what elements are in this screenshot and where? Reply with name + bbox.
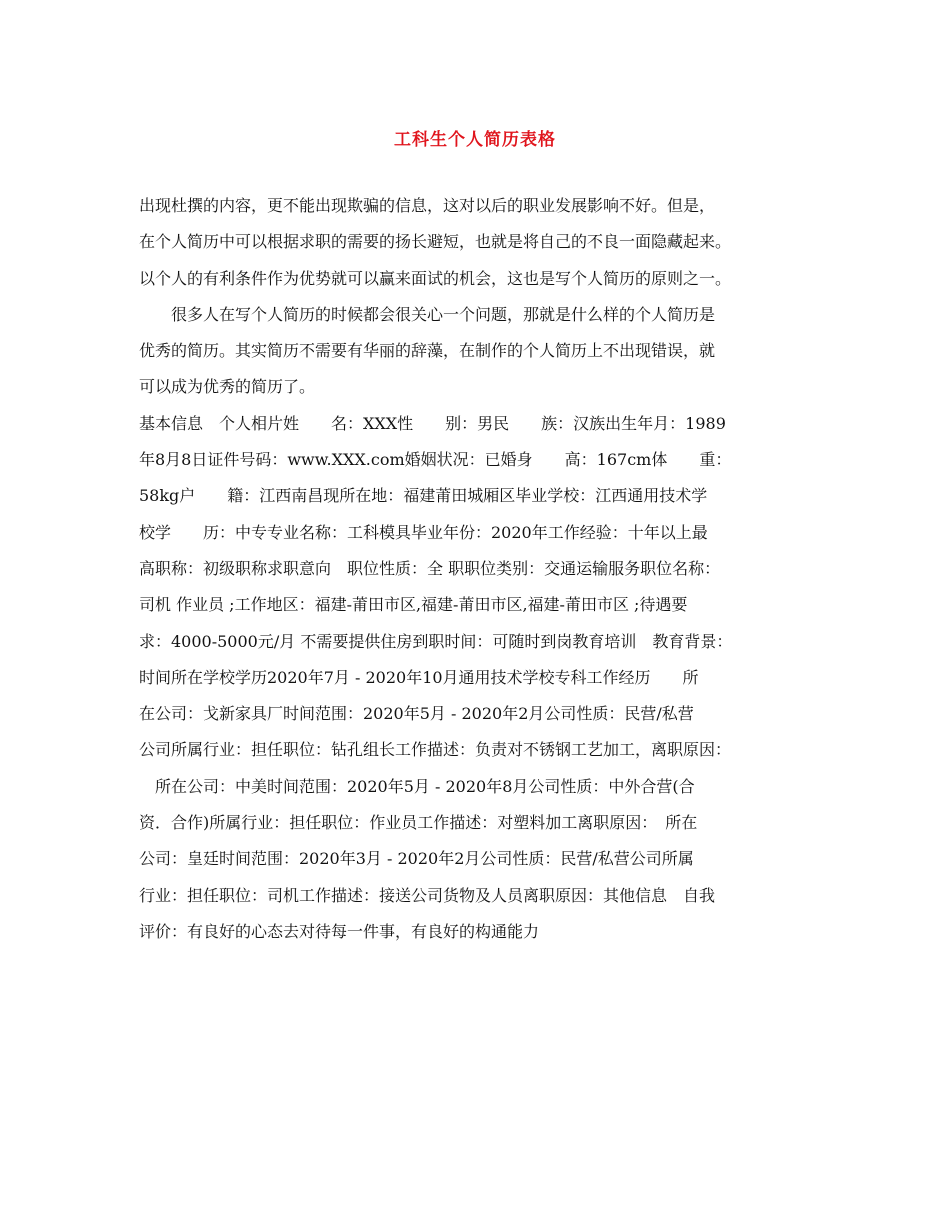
body-line: 58kg户 籍：江西南昌现所在地：福建莆田城厢区毕业学校：江西通用技术学 xyxy=(139,486,708,506)
body-line: 所在公司：中美时间范围：2020年5月 - 2020年8月公司性质：中外合营(合 xyxy=(139,776,695,796)
body-line: 很多人在写个人简历的时候都会很关心一个问题，那就是什么样的个人简历是 xyxy=(139,304,716,324)
body-line: 以个人的有利条件作为优势就可以赢来面试的机会，这也是写个人简历的原则之一。 xyxy=(139,268,732,288)
document-title: 工科生个人简历表格 xyxy=(394,130,556,150)
body-line: 在个人简历中可以根据求职的需要的扬长避短，也就是将自己的不良一面隐藏起来。 xyxy=(139,232,732,252)
body-line: 资．合作)所属行业：担任职位：作业员工作描述：对塑料加工离职原因： 所在 xyxy=(139,813,698,833)
body-line: 在公司：戈新家具厂时间范围：2020年5月 - 2020年2月公司性质：民营/私营 xyxy=(139,704,694,724)
body-line: 出现杜撰的内容，更不能出现欺骗的信息，这对以后的职业发展影响不好。但是， xyxy=(139,196,716,215)
body-line: 公司：皇廷时间范围：2020年3月 - 2020年2月公司性质：民营/私营公司所属 xyxy=(139,849,694,869)
body-line: 求：4000-5000元/月 不需要提供住房到职时间：可随时到岗教育培训 教育背景： xyxy=(139,631,733,651)
body-line: 校学 历：中专专业名称：工科模具毕业年份：2020年工作经验：十年以上最 xyxy=(139,522,708,542)
body-line: 可以成为优秀的简历了。 xyxy=(139,377,316,397)
body-line: 基本信息 个人相片姓 名：XXX性 别：男民 族：汉族出生年月：1989 xyxy=(139,413,726,433)
body-line: 行业：担任职位：司机工作描述：接送公司货物及人员离职原因：其他信息 自我 xyxy=(139,885,716,905)
body-line: 司机 作业员 ;工作地区：福建-莆田市区,福建-莆田市区,福建-莆田市区 ;待遇要 xyxy=(139,595,688,615)
body-line: 公司所属行业：担任职位：钻孔组长工作描述：负责对不锈钢工艺加工，离职原因： xyxy=(139,740,732,760)
body-line: 高职称：初级职称求职意向 职位性质：全 职职位类别：交通运输服务职位名称： xyxy=(139,558,721,578)
body-line: 时间所在学校学历2020年7月 - 2020年10月通用技术学校专科工作经历 所 xyxy=(139,667,699,687)
body-line: 评价：有良好的心态去对待每一件事，有良好的构通能力 xyxy=(139,921,540,941)
body-line: 年8月8日证件号码：www.XXX.com婚姻状况：已婚身 高：167cm体 重： xyxy=(139,450,732,470)
document-body xyxy=(139,188,839,950)
body-line: 优秀的简历。其实简历不需要有华丽的辞藻，在制作的个人简历上不出现错误，就 xyxy=(139,341,716,361)
